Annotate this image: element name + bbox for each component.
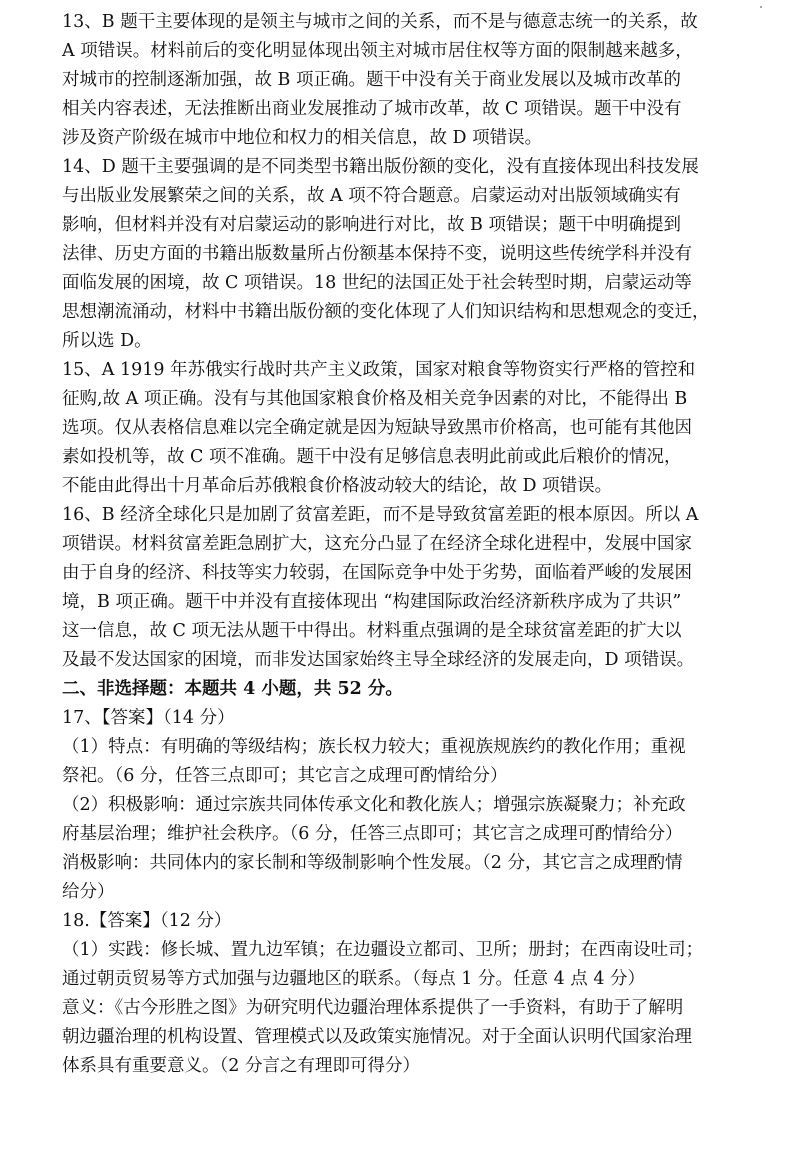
- text-line: 18.【答案】（12 分）: [62, 911, 232, 931]
- text-line: 法律、历史方面的书籍出版数量所占份额基本保持不变，说明这些传统学科并没有: [62, 244, 692, 264]
- part2-heading-block: [62, 675, 774, 704]
- answer-q17: [62, 704, 774, 907]
- text-line: 消极影响：共同体内的家长制和等级制影响个性发展。（2 分，其它言之成理酌情: [62, 853, 683, 873]
- text-line: 府基层治理；维护社会秩序。（6 分，任答三点即可；其它言之成理可酌情给分）: [62, 824, 683, 844]
- text-line: 对城市的控制逐渐加强，故 B 项正确。题干中没有关于商业发展以及城市改革的: [62, 70, 681, 90]
- text-line: 意义：《古今形胜之图》为研究明代边疆治理体系提供了一手资料，有助于了解明: [62, 998, 684, 1018]
- text-line: 与出版业发展繁荣之间的关系，故 A 项不符合题意。启蒙运动对出版领域确实有: [62, 186, 681, 206]
- text-line: 体系具有重要意义。（2 分言之有理即可得分）: [62, 1056, 420, 1076]
- answer-q13: [62, 8, 774, 153]
- text-line: 这一信息，故 C 项无法从题干中得出。材料重点强调的是全球贫富差距的扩大以: [62, 621, 682, 641]
- text-line: 影响，但材料并没有对启蒙运动的影响进行对比，故 B 项错误；题干中明确提到: [62, 215, 681, 235]
- answer-q18: [62, 907, 774, 1081]
- text-line: 由于自身的经济、科技等实力较弱，在国际竞争中处于劣势，面临着严峻的发展困: [62, 563, 692, 583]
- text-line: 通过朝贡贸易等方式加强与边疆地区的联系。（每点 1 分。任意 4 点 4 分）: [62, 969, 646, 989]
- text-line: 素如投机等，故 C 项不准确。题干中没有足够信息表明此前或此后粮价的情况，: [62, 447, 682, 467]
- text-line: 面临发展的困境，故 C 项错误。18 世纪的法国正处于社会转型时期，启蒙运动等: [62, 273, 692, 293]
- text-line: 思想潮流涌动，材料中书籍出版份额的变化体现了人们知识结构和思想观念的变迁，: [62, 302, 710, 322]
- section-heading: 二、非选择题：本题共 4 小题，共 52 分。: [62, 679, 403, 699]
- text-line: 及最不发达国家的困境，而非发达国家始终主导全球经济的发展走向，D 项错误。: [62, 650, 695, 670]
- text-line: （2）积极影响：通过宗族共同体传承文化和教化族人；增强宗族凝聚力；补充政: [62, 795, 686, 815]
- text-line: 不能由此得出十月革命后苏俄粮食价格波动较大的结论，故 D 项错误。: [62, 476, 613, 496]
- text-line: 征购,故 A 项正确。没有与其他国家粮食价格及相关竞争因素的对比，不能得出 B: [62, 389, 688, 409]
- text-line: （1）实践：修长城、置九边军镇；在边疆设立都司、卫所；册封；在西南设吐司；: [62, 940, 704, 960]
- text-line: 祭祀。（6 分，任答三点即可；其它言之成理可酌情给分）: [62, 766, 508, 786]
- text-line: 项错误。材料贫富差距急剧扩大，这充分凸显了在经济全球化进程中，发展中国家: [62, 534, 692, 554]
- answer-q16: [62, 501, 774, 675]
- answer-q15: [62, 356, 774, 501]
- text-line: 朝边疆治理的机构设置、管理模式以及政策实施情况。对于全面认识明代国家治理: [62, 1027, 692, 1047]
- text-line: A 项错误。材料前后的变化明显体现出领主对城市居住权等方面的限制越来越多，: [62, 41, 693, 61]
- text-line: 给分）: [62, 882, 115, 902]
- text-line: （1）特点：有明确的等级结构；族长权力较大；重视族规族约的教化作用；重视: [62, 737, 686, 757]
- answer-q14: [62, 153, 774, 356]
- text-line: 13、B 题干主要体现的是领主与城市之间的关系，而不是与德意志统一的关系，故: [62, 12, 698, 32]
- text-line: 相关内容表述，无法推断出商业发展推动了城市改革，故 C 项错误。题干中没有: [62, 99, 682, 119]
- text-line: 16、B 经济全球化只是加剧了贫富差距，而不是导致贫富差距的根本原因。所以 A: [62, 505, 699, 525]
- text-line: 15、A 1919 年苏俄实行战时共产主义政策，国家对粮食等物资实行严格的管控和: [62, 360, 696, 380]
- text-line: 所以选 D。: [62, 331, 152, 351]
- answer-content: [62, 8, 774, 1081]
- text-line: 涉及资产阶级在城市中地位和权力的相关信息，故 D 项错误。: [62, 128, 543, 148]
- text-line: 17、【答案】（14 分）: [62, 708, 235, 728]
- text-line: 境，B 项正确。题干中并没有直接体现出 “构建国际政治经济新秩序成为了共识”: [62, 592, 682, 612]
- text-line: 选项。仅从表格信息难以完全确定就是因为短缺导致黑市价格高，也可能有其他因: [62, 418, 692, 438]
- text-line: 14、D 题干主要强调的是不同类型书籍出版份额的变化，没有直接体现出科技发展: [62, 157, 699, 177]
